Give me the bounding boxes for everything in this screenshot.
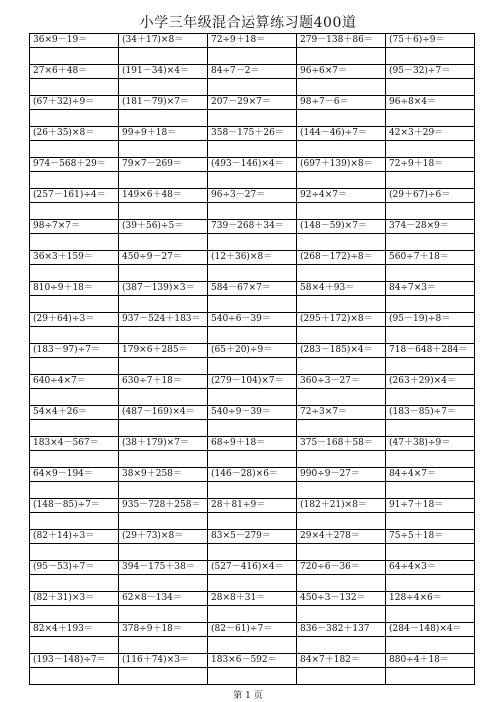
question-cell: 560÷7＋18＝ [386, 251, 475, 265]
question-cell: 584－67×7＝ [208, 282, 297, 296]
answer-cell [386, 513, 475, 530]
answer-cell [119, 79, 208, 96]
question-cell: 358－175＋26＝ [208, 127, 297, 141]
question-cell: 974－568＋29＝ [30, 158, 119, 172]
question-cell: 836－382＋137 [297, 623, 386, 637]
question-cell: 84÷7×3＝ [386, 282, 475, 296]
answer-cell [208, 420, 297, 437]
question-row [30, 530, 475, 544]
question-cell: 810÷9＋18＝ [30, 282, 119, 296]
answer-cell [30, 327, 119, 344]
answer-cell [119, 110, 208, 127]
question-row [30, 34, 475, 48]
answer-cell [297, 110, 386, 127]
question-cell: 450÷9－27＝ [119, 251, 208, 265]
question-row [30, 96, 475, 110]
answer-cell [119, 389, 208, 406]
answer-row [30, 203, 475, 220]
question-cell: 375－168＋58＝ [297, 437, 386, 451]
question-cell: 62×8－134＝ [119, 592, 208, 606]
answer-cell [297, 451, 386, 468]
answer-cell [30, 606, 119, 623]
question-cell: (146－28)×6＝ [208, 468, 297, 482]
question-cell: (29＋64)÷3＝ [30, 313, 119, 327]
question-cell: 79×7－269＝ [119, 158, 208, 172]
answer-row [30, 637, 475, 654]
answer-cell [208, 110, 297, 127]
answer-cell [119, 482, 208, 499]
answer-cell [386, 451, 475, 468]
question-cell: (82＋14)÷3＝ [30, 530, 119, 544]
answer-cell [208, 389, 297, 406]
answer-cell [119, 544, 208, 561]
answer-cell [386, 141, 475, 158]
question-cell: 149×6＋48＝ [119, 189, 208, 203]
question-cell: 82×4＋193＝ [30, 623, 119, 637]
question-row [30, 468, 475, 482]
answer-cell [386, 327, 475, 344]
question-row [30, 561, 475, 575]
question-cell: 28＋81÷9＝ [208, 499, 297, 513]
answer-cell [208, 606, 297, 623]
page-title: 小学三年级混合运算练习题400道 [139, 15, 357, 31]
question-row [30, 592, 475, 606]
answer-cell [208, 451, 297, 468]
answer-cell [208, 513, 297, 530]
question-cell: (148－59)×7＝ [297, 220, 386, 234]
answer-cell [297, 234, 386, 251]
answer-cell [386, 79, 475, 96]
question-cell: (95－32)÷7＝ [386, 65, 475, 79]
question-row [30, 406, 475, 420]
answer-cell [30, 296, 119, 313]
answer-cell [208, 172, 297, 189]
question-row [30, 437, 475, 451]
question-cell: (268－172)÷8＝ [297, 251, 386, 265]
question-cell: 99÷9＋18＝ [119, 127, 208, 141]
question-cell: 718－648＋284＝ [386, 344, 475, 358]
answer-cell [386, 420, 475, 437]
answer-cell [386, 606, 475, 623]
answer-cell [30, 668, 119, 685]
question-cell: 378÷9＋18＝ [119, 623, 208, 637]
answer-cell [386, 482, 475, 499]
answer-row [30, 606, 475, 623]
answer-cell [386, 389, 475, 406]
question-cell: 83×5－279＝ [208, 530, 297, 544]
question-cell: 36×9－19＝ [30, 34, 119, 48]
question-cell: (67＋32)÷9＝ [30, 96, 119, 110]
question-cell: (527－416)×4＝ [208, 561, 297, 575]
question-cell: (263＋29)×4＝ [386, 375, 475, 389]
answer-cell [30, 265, 119, 282]
answer-cell [386, 575, 475, 592]
question-cell: (47＋38)÷9＝ [386, 437, 475, 451]
question-row [30, 344, 475, 358]
question-cell: (191－34)×4＝ [119, 65, 208, 79]
question-row [30, 220, 475, 234]
answer-cell [119, 234, 208, 251]
answer-cell [119, 668, 208, 685]
answer-cell [297, 668, 386, 685]
question-cell: (283－185)×4＝ [297, 344, 386, 358]
answer-cell [297, 141, 386, 158]
question-cell: 42×3＋29＝ [386, 127, 475, 141]
question-cell: (295＋172)×8＝ [297, 313, 386, 327]
answer-cell [30, 203, 119, 220]
question-cell: (257－161)÷4＝ [30, 189, 119, 203]
question-cell: 739－268＋34＝ [208, 220, 297, 234]
question-cell: 72÷9＋18＝ [386, 158, 475, 172]
question-cell: (182＋21)×8＝ [297, 499, 386, 513]
answer-cell [119, 327, 208, 344]
answer-cell [119, 265, 208, 282]
answer-cell [297, 265, 386, 282]
question-cell: (82－61)÷7＝ [208, 623, 297, 637]
question-cell: (82＋31)×3＝ [30, 592, 119, 606]
question-cell: 84×7＋182＝ [297, 654, 386, 668]
question-cell: 96÷3－27＝ [208, 189, 297, 203]
answer-row [30, 575, 475, 592]
question-row [30, 654, 475, 668]
question-cell: 640÷4×7＝ [30, 375, 119, 389]
question-cell: 38×9＋258＝ [119, 468, 208, 482]
answer-cell [119, 637, 208, 654]
question-cell: 279－138＋86＝ [297, 34, 386, 48]
question-cell: 937－524＋183＝ [119, 313, 208, 327]
answer-row [30, 513, 475, 530]
question-cell: (697＋139)×8＝ [297, 158, 386, 172]
question-cell: 179×6＋285＝ [119, 344, 208, 358]
answer-cell [119, 451, 208, 468]
answer-row [30, 265, 475, 282]
answer-row [30, 172, 475, 189]
answer-cell [297, 358, 386, 375]
question-row [30, 623, 475, 637]
answer-cell [386, 48, 475, 65]
question-cell: (65＋20)÷9＝ [208, 344, 297, 358]
question-cell: 64÷4×3＝ [386, 561, 475, 575]
answer-cell [30, 482, 119, 499]
question-cell: (148－85)÷7＝ [30, 499, 119, 513]
question-row [30, 282, 475, 296]
question-cell: 720÷6－36＝ [297, 561, 386, 575]
question-cell: (95－19)÷8＝ [386, 313, 475, 327]
answer-row [30, 110, 475, 127]
question-cell: 58×4＋93＝ [297, 282, 386, 296]
answer-row [30, 482, 475, 499]
answer-cell [119, 172, 208, 189]
question-cell: (183－97)÷7＝ [30, 344, 119, 358]
question-cell: 27×6＋48＝ [30, 65, 119, 79]
answer-cell [119, 358, 208, 375]
answer-cell [208, 637, 297, 654]
answer-cell [119, 513, 208, 530]
answer-cell [30, 544, 119, 561]
question-cell: 450÷3－132＝ [297, 592, 386, 606]
question-cell: (29＋67)÷6＝ [386, 189, 475, 203]
question-row [30, 375, 475, 389]
answer-cell [208, 203, 297, 220]
answer-cell [208, 482, 297, 499]
question-cell: 72÷3×7＝ [297, 406, 386, 420]
answer-cell [297, 544, 386, 561]
answer-cell [297, 327, 386, 344]
answer-row [30, 389, 475, 406]
question-cell: (279－104)×7＝ [208, 375, 297, 389]
answer-cell [297, 482, 386, 499]
answer-row [30, 358, 475, 375]
answer-cell [30, 79, 119, 96]
answer-row [30, 544, 475, 561]
answer-cell [30, 358, 119, 375]
answer-cell [297, 172, 386, 189]
question-row [30, 313, 475, 327]
question-row [30, 189, 475, 203]
question-row [30, 251, 475, 265]
question-cell: 128÷4×6＝ [386, 592, 475, 606]
question-cell: 54×4＋26＝ [30, 406, 119, 420]
question-row [30, 127, 475, 141]
question-cell: 36×3＋159＝ [30, 251, 119, 265]
question-cell: (193－148)÷7＝ [30, 654, 119, 668]
answer-cell [30, 513, 119, 530]
question-cell: (12＋36)×8＝ [208, 251, 297, 265]
question-cell: (116＋74)×3＝ [119, 654, 208, 668]
answer-cell [386, 296, 475, 313]
answer-cell [30, 234, 119, 251]
answer-cell [297, 48, 386, 65]
answer-cell [297, 420, 386, 437]
answer-cell [208, 544, 297, 561]
question-cell: (29＋73)×8＝ [119, 530, 208, 544]
question-cell: (487－169)×4＝ [119, 406, 208, 420]
question-cell: 394－175＋38＝ [119, 561, 208, 575]
answer-cell [208, 141, 297, 158]
answer-cell [386, 172, 475, 189]
question-cell: 990÷9－27＝ [297, 468, 386, 482]
question-cell: (38＋179)×7＝ [119, 437, 208, 451]
question-cell: 98÷7×7＝ [30, 220, 119, 234]
question-cell: 75÷5＋18＝ [386, 530, 475, 544]
question-cell: 68÷9＋18＝ [208, 437, 297, 451]
answer-cell [208, 79, 297, 96]
answer-cell [119, 141, 208, 158]
answer-cell [119, 575, 208, 592]
question-cell: 207－29×7＝ [208, 96, 297, 110]
question-cell: (75＋6)÷9＝ [386, 34, 475, 48]
answer-cell [386, 668, 475, 685]
question-cell: 374－28×9＝ [386, 220, 475, 234]
question-cell: 540÷9－39＝ [208, 406, 297, 420]
answer-cell [119, 296, 208, 313]
answer-cell [386, 637, 475, 654]
answer-row [30, 451, 475, 468]
question-cell: 84÷7－2＝ [208, 65, 297, 79]
answer-row [30, 48, 475, 65]
answer-cell [30, 451, 119, 468]
answer-cell [297, 203, 386, 220]
question-row [30, 65, 475, 79]
answer-row [30, 668, 475, 685]
answer-cell [208, 668, 297, 685]
answer-cell [297, 637, 386, 654]
question-cell: 91÷7＋18＝ [386, 499, 475, 513]
answer-cell [208, 265, 297, 282]
question-cell: 92÷4×7＝ [297, 189, 386, 203]
answer-cell [30, 172, 119, 189]
question-cell: 630÷7＋18＝ [119, 375, 208, 389]
question-cell: (39＋56)÷5＝ [119, 220, 208, 234]
question-cell: (493－146)×4＝ [208, 158, 297, 172]
exercise-table [29, 33, 475, 685]
question-cell: 96÷6×7＝ [297, 65, 386, 79]
answer-row [30, 420, 475, 437]
question-cell: 84÷4×7＝ [386, 468, 475, 482]
answer-cell [297, 513, 386, 530]
answer-cell [208, 327, 297, 344]
answer-cell [30, 110, 119, 127]
question-cell: (144－46)÷7＝ [297, 127, 386, 141]
answer-cell [297, 389, 386, 406]
question-cell: 28×8＋31＝ [208, 592, 297, 606]
answer-cell [30, 575, 119, 592]
answer-cell [119, 48, 208, 65]
answer-row [30, 234, 475, 251]
question-cell: 96÷8×4＝ [386, 96, 475, 110]
answer-cell [386, 265, 475, 282]
question-cell: 935－728＋258＝ [119, 499, 208, 513]
question-cell: 64×9－194＝ [30, 468, 119, 482]
answer-row [30, 79, 475, 96]
answer-cell [119, 420, 208, 437]
question-row [30, 499, 475, 513]
answer-cell [386, 358, 475, 375]
answer-cell [386, 203, 475, 220]
answer-cell [297, 296, 386, 313]
question-cell: 183×4－567＝ [30, 437, 119, 451]
answer-row [30, 327, 475, 344]
answer-cell [30, 420, 119, 437]
answer-cell [208, 575, 297, 592]
answer-cell [119, 203, 208, 220]
question-cell: (26＋35)×8＝ [30, 127, 119, 141]
answer-cell [208, 296, 297, 313]
question-cell: (387－139)×3＝ [119, 282, 208, 296]
question-cell: 880÷4＋18＝ [386, 654, 475, 668]
question-cell: (181－79)×7＝ [119, 96, 208, 110]
answer-cell [208, 234, 297, 251]
answer-cell [30, 141, 119, 158]
question-cell: (284－148)×4＝ [386, 623, 475, 637]
question-cell: 29×4＋278＝ [297, 530, 386, 544]
answer-cell [208, 48, 297, 65]
answer-cell [297, 575, 386, 592]
question-cell: 183×6－592＝ [208, 654, 297, 668]
question-cell: (95－53)÷7＝ [30, 561, 119, 575]
answer-cell [30, 389, 119, 406]
answer-cell [119, 606, 208, 623]
question-cell: 98÷7－6＝ [297, 96, 386, 110]
answer-cell [297, 606, 386, 623]
question-cell: 540÷6－39＝ [208, 313, 297, 327]
answer-cell [386, 110, 475, 127]
question-row [30, 158, 475, 172]
answer-row [30, 296, 475, 313]
answer-cell [386, 544, 475, 561]
answer-cell [386, 234, 475, 251]
page-number: 第 1 页 [233, 691, 263, 701]
question-cell: (34＋17)×8＝ [119, 34, 208, 48]
question-cell: (183－85)÷7＝ [386, 406, 475, 420]
answer-cell [208, 358, 297, 375]
answer-row [30, 141, 475, 158]
question-cell: 72÷9＋18＝ [208, 34, 297, 48]
answer-cell [30, 637, 119, 654]
answer-cell [297, 79, 386, 96]
answer-cell [30, 48, 119, 65]
question-cell: 360÷3－27＝ [297, 375, 386, 389]
